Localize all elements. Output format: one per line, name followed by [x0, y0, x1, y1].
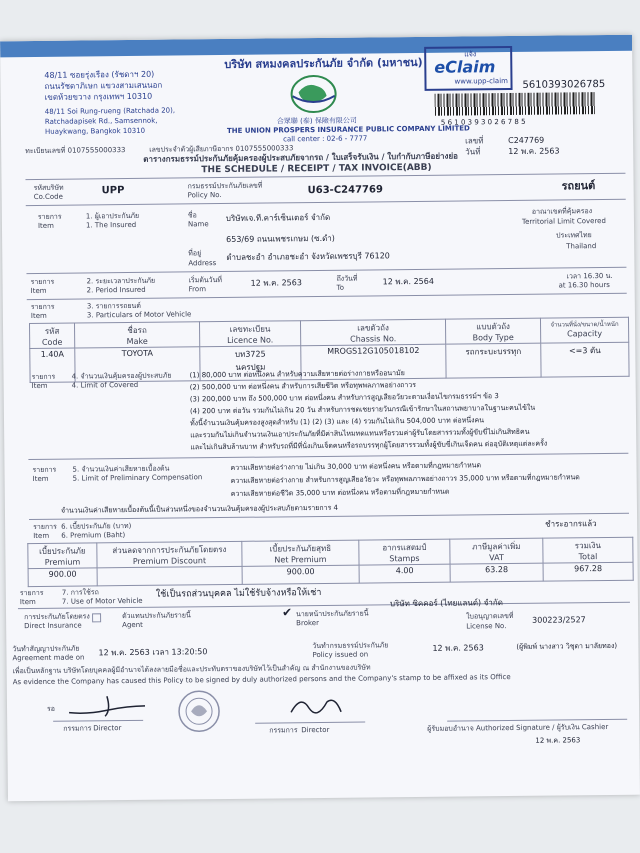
- co-code-value: UPP: [101, 185, 125, 197]
- divider: [26, 199, 626, 206]
- broker-check-icon: ✔: [281, 605, 293, 620]
- issued-label-en: Policy issued on: [312, 650, 369, 660]
- address-th-2: ถนนรัชดาภิเษก แขวงสามเสนนอก: [44, 80, 163, 91]
- vh-body-en: Body Type: [472, 332, 514, 343]
- company-globe-logo: [286, 74, 340, 119]
- tax-id-2: เลขประจำตัวผู้เสียภาษีอากร 0107555000333: [149, 144, 294, 154]
- insured-address-1: 653/69 ถนนเพชรเกษม (ซ.ดำ): [226, 233, 335, 244]
- agent-label-en: Agent: [122, 620, 143, 630]
- sign-date: 12 พ.ค. 2563: [535, 736, 581, 745]
- item-label-en: Item: [30, 311, 47, 321]
- policy-type: รถยนต์: [561, 179, 596, 193]
- item-label-th: รายการ: [37, 212, 62, 221]
- limit-line-4: (4) 200 บาท ต่อวัน รวมกันไม่เกิน 20 วัน สำหรับการชดเชยรายวันกรณีเข้ารักษาในสถานพยาบาลในฐานะคนไข้ใน: [189, 403, 536, 416]
- prelim-note: จำนวนเงินค่าเสียหายเบื้องต้นนี้เป็นส่วนหนึ่งของจำนวนเงินคุ้มครองผู้ประสบภัยตามรายการ 4: [60, 503, 339, 515]
- period-num-en: 2. Period Insured: [86, 285, 146, 295]
- company-name-cn: 合眾聯 (泰) 保險有限公司: [276, 116, 357, 126]
- territory-th: อาณาเขตที่คุ้มครอง: [531, 207, 593, 216]
- item-label-en: Item: [31, 381, 48, 391]
- policy-label-en: Policy No.: [187, 191, 222, 200]
- address-en-3: Huaykwang, Bangkok 10310: [44, 126, 146, 136]
- made-label-en: Agreement made on: [12, 653, 85, 663]
- item-label-th: รายการ: [19, 588, 44, 598]
- ph-premium-th: เบี้ยประกันภัย: [39, 546, 86, 556]
- name-label-en: Name: [187, 220, 209, 229]
- limit-line-5: ทั้งนี้จำนวนเงินคุ้มครองสูงสุดสำหรับ (1) (2) (3) และ (4) รวมกันไม่เกิน 504,000 บาท ต่อหนึ่งคน: [190, 416, 485, 428]
- item-label-en: Item: [32, 474, 49, 484]
- insured-num-th: 1. ผู้เอาประกันภัย: [85, 211, 140, 221]
- insured-num-en: 1. The Insured: [85, 220, 137, 230]
- address-th-3: เขตห้วยขวาง กรุงเทพฯ 10310: [44, 91, 153, 102]
- territory-value-en: Thailand: [566, 242, 597, 251]
- made-label-th: วันทำสัญญาประกันภัย: [12, 644, 80, 654]
- company-seal: [177, 689, 222, 737]
- vehicle-chassis: MROGS12G105018102: [301, 344, 446, 380]
- territory-en: Territorial Limit Covered: [521, 216, 606, 226]
- direct-label-th: การประกันภัยโดยตรง: [24, 612, 90, 622]
- ph-stamps-th: อากรแสตมป์: [382, 542, 427, 553]
- prelim-num-th: 5. จำนวนเงินค่าเสียหายเบื้องต้น: [72, 464, 170, 474]
- eclaim-sub: www.upp-claim: [454, 77, 508, 86]
- policy-issued: 12 พ.ค. 2563: [432, 643, 484, 653]
- policy-label-th: กรมธรรม์ประกันภัยเลขที่: [187, 181, 263, 191]
- title-th: ตารางกรมธรรม์ประกันภัยคุ้มครองผู้ประสบภัยจากรถ / ใบเสร็จรับเงิน / ใบกำกับภาษีอย่างย่อ: [143, 151, 458, 164]
- use-value: ใช้เป็นรถส่วนบุคคล ไม่ใช้รับจ้างหรือให้เช่า: [155, 587, 322, 600]
- vehicle-licence-1: บท3725: [234, 349, 266, 359]
- direct-label-en: Direct Insurance: [24, 621, 82, 631]
- vehicle-capacity: <=3 ตัน: [541, 342, 629, 377]
- license-label-en: License No.: [466, 622, 507, 631]
- vh-make-th: ชื่อรถ: [127, 325, 147, 336]
- director2-th: กรรมการ: [269, 726, 298, 735]
- prelim-line-1: ความเสียหายต่อร่างกาย ไม่เกิน 30,000 บาท ต่อหนึ่งคน หรือตามที่กฎหมายกำหนด: [230, 461, 482, 472]
- tax-id: ทะเบียนเลขที่ 0107555000333: [25, 146, 126, 156]
- broker-name: บริษัท ซิคคอร์ (ไทยแลนด์) จำกัด: [389, 598, 503, 609]
- ph-net-th: เบี้ยประกันภัยสุทธิ: [269, 543, 332, 554]
- vh-capacity-en: Capacity: [567, 329, 603, 339]
- item-label-en: Item: [33, 531, 50, 541]
- addr-label-th: ที่อยู่: [188, 249, 202, 258]
- time-en: at 16.30 hours: [558, 280, 610, 290]
- signature-line: [447, 719, 627, 722]
- vh-licence-en: Licence No.: [227, 335, 274, 345]
- policy-number: U63-C247769: [307, 184, 383, 197]
- authorized-signature: ผู้รับมอบอำนาจ Authorized Signature / ผู้รับเงิน Cashier: [427, 722, 609, 733]
- vh-make-en: Make: [126, 336, 148, 347]
- period-num-th: 2. ระยะเวลาประกันภัย: [86, 276, 156, 286]
- director1-en: Director: [93, 724, 122, 733]
- prelim-line-2: ความเสียหายต่อร่างกาย สำหรับการสูญเสียอวัยวะ หรือทุพพลภาพอย่างถาวร 35,000 บาท หรือตามที่กฎหมายกำหนด: [230, 473, 580, 485]
- ph-vat-en: VAT: [489, 553, 504, 563]
- insured-name: บริษัทเจ.ที.คาร์เซ็นเตอร์ จำกัด: [225, 212, 331, 223]
- use-num-en: 7. Use of Motor Vehicle: [61, 596, 143, 606]
- premium-value: 900.00: [28, 568, 97, 587]
- address-en-2: Ratchadapisek Rd., Samsennok,: [44, 116, 158, 126]
- barcode: [435, 92, 595, 116]
- barcode-digits: 5 6 1 0 3 9 3 0 2 6 7 8 5: [440, 117, 526, 127]
- insured-address-2: ตำบลชะอำ อำเภอชะอำ จังหวัดเพชรบุรี 76120: [226, 251, 390, 262]
- ph-stamps-en: Stamps: [389, 553, 420, 564]
- divider: [26, 267, 626, 274]
- director2-en: Director: [301, 725, 330, 735]
- call-center: call center : 02-6 - 7777: [283, 134, 368, 144]
- item-label-th: รายการ: [30, 302, 55, 312]
- vehicle-licence-2: นครปฐม: [235, 362, 266, 372]
- premium-table: [27, 537, 633, 587]
- vehicle-num-en: 3. Particulars of Motor Vehicle: [86, 310, 192, 320]
- date-label: วันที่: [465, 147, 481, 157]
- to-label-th: ถึงวันที่: [336, 274, 358, 283]
- policy-document: [0, 35, 640, 802]
- item-label-en: Item: [19, 597, 36, 607]
- eclaim-badge: [424, 46, 512, 91]
- broker-label-th: นายหน้าประกันภัยรายนี้: [296, 609, 369, 619]
- ph-net-en: Net Premium: [274, 554, 327, 565]
- stamps-value: 4.00: [359, 564, 450, 583]
- date-value: 12 พ.ค. 2563: [508, 146, 560, 157]
- ph-premium-en: Premium: [44, 557, 81, 567]
- evidence-th: เพื่อเป็นหลักฐาน บริษัทโดยบุคคลผู้มีอำนาจได้ลงลายมือชื่อและประทับตราของบริษัทไว้เป็นสำคัญ ณ สำนักงานของบริษัท: [12, 663, 371, 676]
- ph-discount-th: ส่วนลดจากการประกันภัยโดยตรง: [112, 544, 227, 556]
- limit-line-7: และไม่เกินสิบล้านบาท สำหรับรถที่มีที่นั่งเกินเจ็ดคนหรือรถบรรทุกผู้โดยสารรวมทั้งผู้ขับขี่เกินเจ็ดคน ต่ออุบัติเหตุแต่ละครั้ง: [190, 439, 548, 452]
- vh-capacity-th: จำนวนที่นั่ง/ขนาด/น้ำหนัก: [550, 320, 619, 329]
- issued-label-th: วันทำกรมธรรม์ประกันภัย: [312, 641, 389, 651]
- co-code-label-th: รหัสบริษัท: [33, 183, 64, 192]
- item-label-th: รายการ: [32, 465, 57, 475]
- vehicle-make: TOYOTA: [75, 347, 200, 382]
- agreement-made: 12 พ.ค. 2563 เวลา 13:20:50: [98, 647, 208, 658]
- divider: [28, 453, 628, 460]
- period-from: 12 พ.ค. 2563: [250, 278, 302, 288]
- vh-code-en: Code: [41, 337, 63, 347]
- top-colored-bar: [0, 35, 632, 58]
- vh-code-th: รหัส: [44, 326, 60, 336]
- doc-no: C247769: [508, 135, 545, 146]
- premium-discount: [97, 566, 242, 586]
- vehicle-num-th: 3. รายการรถยนต์: [86, 301, 141, 311]
- vehicle-body: รถกระบะบรรทุก: [446, 343, 541, 378]
- eclaim-small: แจ้ง: [464, 50, 477, 59]
- doc-no-label: เลขที่: [465, 136, 484, 146]
- limits-num-th: 4. จำนวนเงินคุ้มครองผู้ประสบภัย: [71, 371, 172, 381]
- director1-th: กรรมการ: [63, 724, 92, 733]
- director-initials: รอ: [46, 704, 56, 713]
- doc-number: 5610393026785: [522, 78, 606, 91]
- eclaim-logo: eClaim: [434, 57, 496, 77]
- limit-line-1: (1) 80,000 บาท ต่อหนึ่งคน สำหรับความเสียหายต่อร่างกายหรืออนามัย: [189, 369, 405, 380]
- ph-discount-en: Premium Discount: [132, 556, 207, 566]
- stamp-paid: ชำระอากรแล้ว: [545, 519, 597, 529]
- ph-vat-th: ภาษีมูลค่าเพิ่ม: [472, 541, 521, 552]
- vat-value: 63.28: [450, 563, 543, 582]
- ph-total-en: Total: [578, 552, 598, 562]
- territory-value-th: ประเทศไทย: [556, 231, 592, 240]
- premium-num-th: 6. เบี้ยประกันภัย (บาท): [61, 521, 132, 531]
- from-label-en: From: [188, 285, 207, 294]
- license-label-th: ใบอนุญาตเลขที่: [466, 611, 514, 621]
- agent-label-th: ตัวแทนประกันภัยรายนี้: [122, 611, 191, 621]
- company-name-th: บริษัท สหมงคลประกันภัย จำกัด (มหาชน): [224, 55, 423, 71]
- vh-body-th: แบบตัวถัง: [476, 322, 510, 332]
- item-label-th: รายการ: [30, 277, 55, 287]
- vh-chassis-th: เลขตัวถัง: [357, 323, 389, 333]
- vh-licence-th: เลขทะเบียน: [229, 324, 271, 334]
- direct-checkbox: [92, 613, 101, 622]
- total-value: 967.28: [543, 562, 633, 581]
- period-to: 12 พ.ค. 2564: [382, 276, 434, 287]
- addr-label-en: Address: [188, 259, 217, 268]
- to-label-en: To: [336, 283, 345, 292]
- from-label-th: เริ่มต้นวันที่: [188, 276, 223, 285]
- item-label-en: Item: [37, 221, 54, 230]
- item-label-th: รายการ: [33, 522, 57, 532]
- company-name-en: THE UNION PROSPERS INSURANCE PUBLIC COMPANY LIMITED: [226, 124, 470, 135]
- address-th-1: 48/11 ซอยรุ่งเรือง (รัชดาฯ 20): [44, 69, 155, 80]
- net-premium: 900.00: [242, 565, 359, 584]
- license-number: 300223/2527: [532, 615, 586, 625]
- vh-chassis-en: Chassis No.: [350, 334, 397, 344]
- premium-num-en: 6. Premium (Baht): [61, 531, 126, 540]
- limit-line-6: และรวมกันไม่เกินจำนวนเงินเอาประกันภัยที่มีค่าสินไหมทดแทนหรือรวมค่าผู้รับโดยสารรวมทั้งผู้ขับขี่ไม่เกินสิทธิคน: [190, 427, 530, 440]
- address-en-1: 48/11 Soi Rung-rueng (Ratchada 20),: [44, 106, 176, 116]
- vehicle-code: 1.40A: [30, 348, 75, 382]
- ph-total-th: รวมเงิน: [574, 541, 601, 551]
- evidence-en: As evidence the Company has caused this Policy to be signed by duly authorized persons and the Company's stamp to be affixed as its Office: [12, 673, 511, 687]
- item-label-en: Item: [30, 286, 47, 296]
- limit-line-2: (2) 500,000 บาท ต่อหนึ่งคน สำหรับการเสียชีวิต หรือทุพพลภาพอย่างถาวร: [189, 380, 417, 392]
- time-th: เวลา 16.30 น.: [566, 271, 613, 281]
- item-label-th: รายการ: [31, 372, 56, 382]
- co-code-label-en: Co.Code: [33, 192, 63, 201]
- limits-num-en: 4. Limit of Covered: [71, 380, 139, 390]
- limit-line-3: (3) 200,000 บาท ถึง 500,000 บาท ต่อหนึ่งคน สำหรับการสูญเสียอวัยวะตามเงื่อนไขกรมธรรม์ฯ ข้อ 3: [189, 392, 499, 404]
- prelim-line-3: ความเสียหายต่อชีวิต 35,000 บาท ต่อหนึ่งคน หรือตามที่กฎหมายกำหนด: [230, 487, 450, 498]
- prelim-num-en: 5. Limit of Preliminary Compensation: [72, 473, 203, 483]
- title-en: THE SCHEDULE / RECEIPT / TAX INVOICE(ABB): [201, 162, 432, 176]
- name-label-th: ชื่อ: [187, 211, 197, 220]
- use-num-th: 7. การใช้รถ: [61, 588, 99, 597]
- printer-name: (ผู้พิมพ์ นางสาว วิชุดา มาลัยทอง): [516, 641, 618, 651]
- broker-label-en: Broker: [296, 619, 320, 628]
